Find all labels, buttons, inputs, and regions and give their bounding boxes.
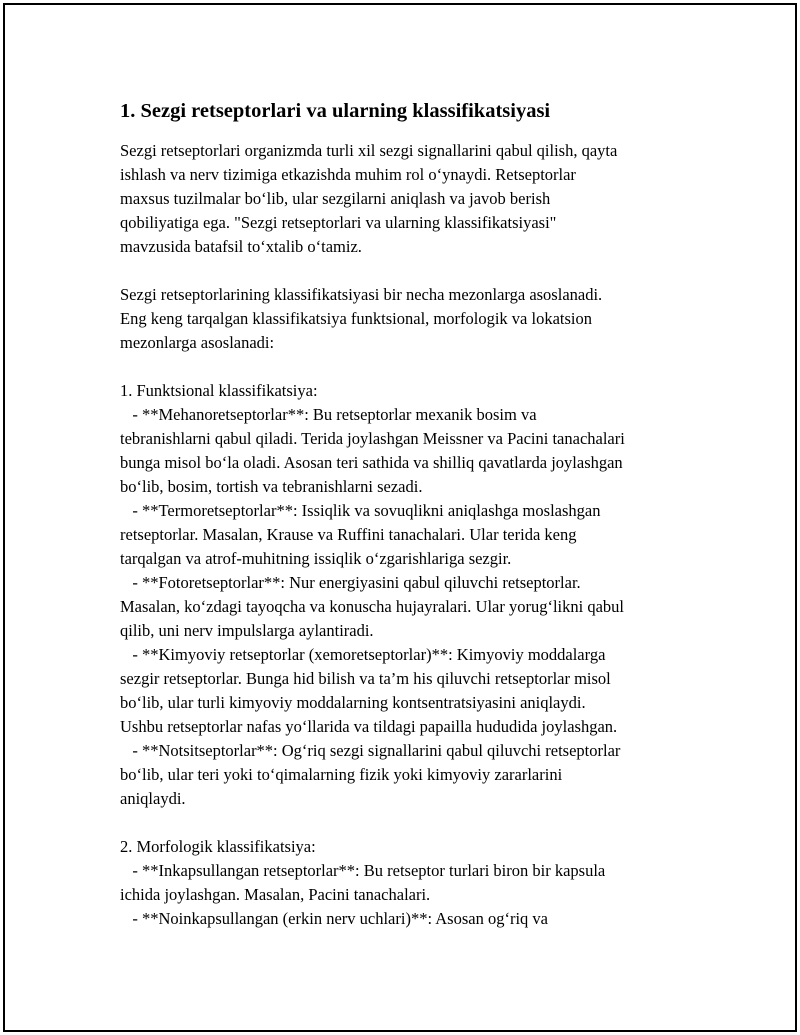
document-body: [120, 97, 700, 931]
text-line: bo‘lib, bosim, tortish va tebranishlarni sezadi.: [120, 477, 423, 496]
text-line: Eng keng tarqalgan klassifikatsiya funktsional, morfologik va lokatsion: [120, 309, 592, 328]
text-line: - **Fotoretseptorlar**: Nur energiyasini qabul qiluvchi retseptorlar.: [120, 573, 581, 592]
text-line: bunga misol bo‘la oladi. Asosan teri sathida va shilliq qavatlarda joylashgan: [120, 453, 623, 472]
text-line: maxsus tuzilmalar bo‘lib, ular sezgilarni aniqlash va javob berish: [120, 189, 551, 208]
text-line: - **Noinkapsullangan (erkin nerv uchlari)**: Asosan og‘riq va: [120, 909, 548, 928]
text-line: sezgir retseptorlar. Bunga hid bilish va ta’m his qiluvchi retseptorlar misol: [120, 669, 611, 688]
text-line: Ushbu retseptorlar nafas yo‘llarida va tildagi papailla hududida joylashgan.: [120, 717, 618, 736]
document-text: [120, 139, 700, 931]
text-line: 1. Funktsional klassifikatsiya:: [120, 381, 318, 400]
text-line: mavzusida batafsil to‘xtalib o‘tamiz.: [120, 237, 362, 256]
text-line: Masalan, ko‘zdagi tayoqcha va konuscha hujayralari. Ular yorug‘likni qabul: [120, 597, 624, 616]
text-line: tebranishlarni qabul qiladi. Terida joylashgan Meissner va Pacini tanachalari: [120, 429, 625, 448]
text-line: - **Notsitseptorlar**: Og‘riq sezgi signallarini qabul qiluvchi retseptorlar: [120, 741, 621, 760]
document-title: 1. Sezgi retseptorlari va ularning klassifikatsiyasi: [120, 100, 551, 122]
text-line: qobiliyatiga ega. "Sezgi retseptorlari va ularning klassifikatsiyasi": [120, 213, 557, 232]
text-line: ishlash va nerv tizimiga etkazishda muhim rol o‘ynaydi. Retseptorlar: [120, 165, 576, 184]
text-line: retseptorlar. Masalan, Krause va Ruffini tanachalari. Ular terida keng: [120, 525, 577, 544]
text-line: qilib, uni nerv impulslarga aylantiradi.: [120, 621, 374, 640]
paragraph-break: [120, 355, 700, 379]
text-line: tarqalgan va atrof-muhitning issiqlik o‘zgarishlariga sezgir.: [120, 549, 512, 568]
text-line: - **Inkapsullangan retseptorlar**: Bu retseptor turlari biron bir kapsula: [120, 861, 606, 880]
text-line: mezonlarga asoslanadi:: [120, 333, 275, 352]
text-line: Sezgi retseptorlari organizmda turli xil sezgi signallarini qabul qilish, qayta: [120, 141, 618, 160]
text-line: ichida joylashgan. Masalan, Pacini tanachalari.: [120, 885, 431, 904]
text-line: - **Mehanoretseptorlar**: Bu retseptorlar mexanik bosim va: [120, 405, 537, 424]
text-line: - **Termoretseptorlar**: Issiqlik va sovuqlikni aniqlashga moslashgan: [120, 501, 601, 520]
paragraph-break: [120, 811, 700, 835]
text-line: - **Kimyoviy retseptorlar (xemoretseptorlar)**: Kimyoviy moddalarga: [120, 645, 606, 664]
document-page: [3, 3, 797, 1032]
paragraph-break: [120, 259, 700, 283]
text-line: bo‘lib, ular turli kimyoviy moddalarning kontsentratsiyasini aniqlaydi.: [120, 693, 586, 712]
text-line: 2. Morfologik klassifikatsiya:: [120, 837, 316, 856]
text-line: aniqlaydi.: [120, 789, 186, 808]
text-line: bo‘lib, ular teri yoki to‘qimalarning fizik yoki kimyoviy zararlarini: [120, 765, 563, 784]
text-line: Sezgi retseptorlarining klassifikatsiyasi bir necha mezonlarga asoslanadi.: [120, 285, 603, 304]
